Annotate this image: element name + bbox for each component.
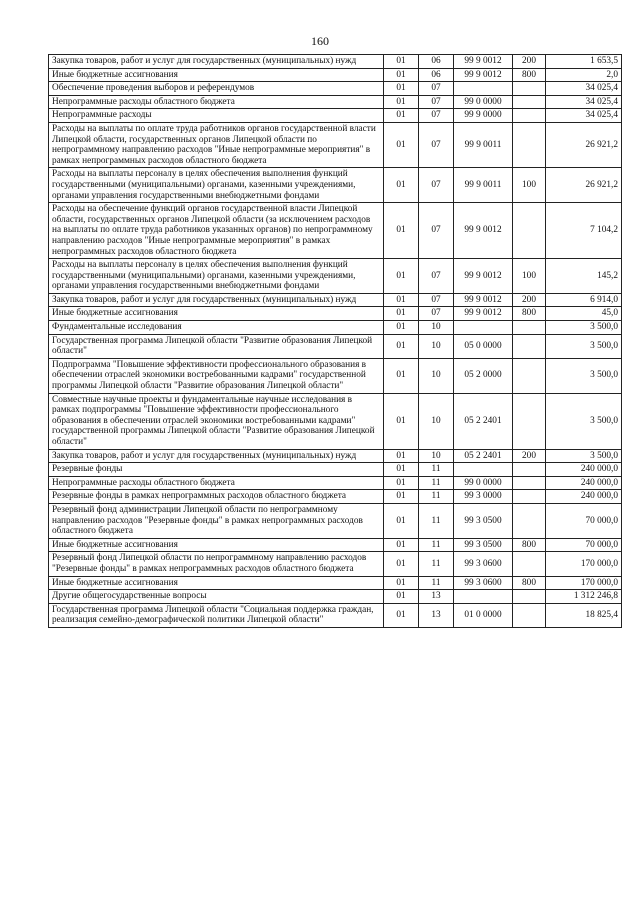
expense-type-cell xyxy=(513,203,546,259)
amount-cell: 70 000,0 xyxy=(546,503,622,538)
expense-type-cell: 800 xyxy=(513,576,546,590)
amount-cell: 1 312 246,8 xyxy=(546,590,622,604)
subsection-code-cell: 10 xyxy=(419,358,454,393)
table-row xyxy=(49,68,622,82)
target-article-cell xyxy=(454,82,513,96)
section-code-cell: 01 xyxy=(384,552,419,576)
table-row xyxy=(49,503,622,538)
section-code-cell: 01 xyxy=(384,95,419,109)
expense-name-cell: Резервный фонд Липецкой области по непрограммному направлению расходов "Резервные фонды" в рамках непрограммных расходов областного бюджета xyxy=(49,552,384,576)
target-article-cell: 99 9 0012 xyxy=(454,203,513,259)
amount-cell: 240 000,0 xyxy=(546,490,622,504)
table-row xyxy=(49,603,622,627)
amount-cell: 1 653,5 xyxy=(546,55,622,69)
expense-name-cell: Непрограммные расходы областного бюджета xyxy=(49,476,384,490)
expense-type-cell xyxy=(513,334,546,358)
amount-cell: 26 921,2 xyxy=(546,168,622,203)
budget-table xyxy=(48,54,622,628)
section-code-cell: 01 xyxy=(384,259,419,294)
target-article-cell: 99 3 0500 xyxy=(454,503,513,538)
section-code-cell: 01 xyxy=(384,503,419,538)
subsection-code-cell: 11 xyxy=(419,476,454,490)
section-code-cell: 01 xyxy=(384,307,419,321)
amount-cell: 34 025,4 xyxy=(546,82,622,96)
page-number: 160 xyxy=(311,34,329,48)
amount-cell: 240 000,0 xyxy=(546,476,622,490)
target-article-cell: 99 0 0000 xyxy=(454,95,513,109)
section-code-cell: 01 xyxy=(384,393,419,449)
subsection-code-cell: 11 xyxy=(419,552,454,576)
expense-type-cell xyxy=(513,503,546,538)
subsection-code-cell: 07 xyxy=(419,82,454,96)
table-row xyxy=(49,95,622,109)
expense-name-cell: Расходы на обеспечение функций органов государственной власти Липецкой области, государственных органов Липецкой области (за исключением расходов на выплаты по оплате труда работников указанных органов) по непрограммному направлению расходов "Иные непрограммные мероприятия" в рамках непрограммных расходов областного бюджета xyxy=(49,203,384,259)
table-row xyxy=(49,490,622,504)
table-row xyxy=(49,552,622,576)
subsection-code-cell: 07 xyxy=(419,307,454,321)
target-article-cell: 99 9 0012 xyxy=(454,68,513,82)
target-article-cell: 05 2 2401 xyxy=(454,449,513,463)
expense-type-cell xyxy=(513,590,546,604)
expense-type-cell xyxy=(513,122,546,167)
subsection-code-cell: 07 xyxy=(419,203,454,259)
expense-name-cell: Непрограммные расходы xyxy=(49,109,384,123)
table-row xyxy=(49,334,622,358)
amount-cell: 3 500,0 xyxy=(546,393,622,449)
section-code-cell: 01 xyxy=(384,449,419,463)
table-row xyxy=(49,476,622,490)
section-code-cell: 01 xyxy=(384,590,419,604)
amount-cell: 6 914,0 xyxy=(546,293,622,307)
target-article-cell: 99 9 0012 xyxy=(454,307,513,321)
table-row xyxy=(49,307,622,321)
target-article-cell: 99 9 0011 xyxy=(454,122,513,167)
table-row xyxy=(49,122,622,167)
budget-table-body xyxy=(49,55,622,628)
target-article-cell xyxy=(454,463,513,477)
expense-name-cell: Расходы на выплаты персоналу в целях обеспечения выполнения функций государственными (муниципальными) органами, казенными учреждениями, органами управления государственными внебюджетными фондами xyxy=(49,259,384,294)
subsection-code-cell: 07 xyxy=(419,259,454,294)
amount-cell: 3 500,0 xyxy=(546,321,622,335)
target-article-cell: 99 9 0012 xyxy=(454,293,513,307)
table-row xyxy=(49,109,622,123)
expense-type-cell xyxy=(513,95,546,109)
expense-name-cell: Обеспечение проведения выборов и референдумов xyxy=(49,82,384,96)
section-code-cell: 01 xyxy=(384,82,419,96)
expense-name-cell: Расходы на выплаты по оплате труда работников органов государственной власти Липецкой области, государственных органов Липецкой области по непрограммному направлению расходов "Иные непрограммные мероприятия" в рамках непрограммных расходов областного бюджета xyxy=(49,122,384,167)
amount-cell: 3 500,0 xyxy=(546,358,622,393)
expense-type-cell: 100 xyxy=(513,168,546,203)
table-row xyxy=(49,203,622,259)
expense-type-cell: 800 xyxy=(513,68,546,82)
expense-type-cell xyxy=(513,463,546,477)
expense-type-cell xyxy=(513,109,546,123)
table-row xyxy=(49,463,622,477)
subsection-code-cell: 10 xyxy=(419,449,454,463)
subsection-code-cell: 06 xyxy=(419,55,454,69)
expense-name-cell: Иные бюджетные ассигнования xyxy=(49,68,384,82)
amount-cell: 240 000,0 xyxy=(546,463,622,477)
expense-name-cell: Подпрограмма "Повышение эффективности профессионального образования в обеспечении отраслей экономики востребованными кадрами" государственной программы Липецкой области "Развитие образования Липецкой области" xyxy=(49,358,384,393)
expense-name-cell: Резервный фонд администрации Липецкой области по непрограммному направлению расходов "Резервные фонды" в рамках непрограммных расходов областного бюджета xyxy=(49,503,384,538)
expense-type-cell xyxy=(513,603,546,627)
target-article-cell: 05 2 2401 xyxy=(454,393,513,449)
expense-name-cell: Закупка товаров, работ и услуг для государственных (муниципальных) нужд xyxy=(49,449,384,463)
expense-type-cell xyxy=(513,321,546,335)
section-code-cell: 01 xyxy=(384,463,419,477)
target-article-cell: 99 9 0012 xyxy=(454,259,513,294)
table-row xyxy=(49,576,622,590)
expense-type-cell: 200 xyxy=(513,293,546,307)
amount-cell: 26 921,2 xyxy=(546,122,622,167)
target-article-cell xyxy=(454,590,513,604)
subsection-code-cell: 07 xyxy=(419,168,454,203)
expense-name-cell: Иные бюджетные ассигнования xyxy=(49,576,384,590)
amount-cell: 3 500,0 xyxy=(546,334,622,358)
table-row xyxy=(49,538,622,552)
expense-type-cell: 200 xyxy=(513,55,546,69)
subsection-code-cell: 10 xyxy=(419,321,454,335)
expense-name-cell: Резервные фонды xyxy=(49,463,384,477)
table-row xyxy=(49,55,622,69)
subsection-code-cell: 07 xyxy=(419,122,454,167)
target-article-cell: 99 3 0600 xyxy=(454,576,513,590)
section-code-cell: 01 xyxy=(384,358,419,393)
expense-name-cell: Государственная программа Липецкой области "Развитие образования Липецкой области" xyxy=(49,334,384,358)
target-article-cell: 99 9 0000 xyxy=(454,109,513,123)
expense-type-cell: 800 xyxy=(513,538,546,552)
expense-type-cell xyxy=(513,358,546,393)
expense-name-cell: Непрограммные расходы областного бюджета xyxy=(49,95,384,109)
table-row xyxy=(49,449,622,463)
target-article-cell: 99 9 0012 xyxy=(454,55,513,69)
section-code-cell: 01 xyxy=(384,55,419,69)
table-row xyxy=(49,293,622,307)
amount-cell: 34 025,4 xyxy=(546,109,622,123)
table-row xyxy=(49,259,622,294)
section-code-cell: 01 xyxy=(384,490,419,504)
section-code-cell: 01 xyxy=(384,122,419,167)
target-article-cell xyxy=(454,321,513,335)
section-code-cell: 01 xyxy=(384,321,419,335)
table-row xyxy=(49,168,622,203)
amount-cell: 2,0 xyxy=(546,68,622,82)
target-article-cell: 01 0 0000 xyxy=(454,603,513,627)
target-article-cell: 99 3 0500 xyxy=(454,538,513,552)
expense-name-cell: Расходы на выплаты персоналу в целях обеспечения выполнения функций государственными (муниципальными) органами, казенными учреждениями, органами управления государственными внебюджетными фондами xyxy=(49,168,384,203)
subsection-code-cell: 11 xyxy=(419,576,454,590)
subsection-code-cell: 11 xyxy=(419,490,454,504)
subsection-code-cell: 10 xyxy=(419,334,454,358)
subsection-code-cell: 13 xyxy=(419,603,454,627)
expense-name-cell: Государственная программа Липецкой области "Социальная поддержка граждан, реализация семейно-демографической политики Липецкой области" xyxy=(49,603,384,627)
target-article-cell: 99 3 0000 xyxy=(454,490,513,504)
expense-type-cell xyxy=(513,476,546,490)
expense-type-cell: 800 xyxy=(513,307,546,321)
table-row xyxy=(49,590,622,604)
expense-name-cell: Фундаментальные исследования xyxy=(49,321,384,335)
target-article-cell: 05 2 0000 xyxy=(454,358,513,393)
expense-name-cell: Закупка товаров, работ и услуг для государственных (муниципальных) нужд xyxy=(49,293,384,307)
subsection-code-cell: 11 xyxy=(419,463,454,477)
subsection-code-cell: 06 xyxy=(419,68,454,82)
table-row xyxy=(49,358,622,393)
section-code-cell: 01 xyxy=(384,576,419,590)
target-article-cell: 99 3 0600 xyxy=(454,552,513,576)
subsection-code-cell: 11 xyxy=(419,538,454,552)
expense-name-cell: Другие общегосударственные вопросы xyxy=(49,590,384,604)
target-article-cell: 99 0 0000 xyxy=(454,476,513,490)
section-code-cell: 01 xyxy=(384,603,419,627)
subsection-code-cell: 11 xyxy=(419,503,454,538)
subsection-code-cell: 07 xyxy=(419,293,454,307)
expense-name-cell: Иные бюджетные ассигнования xyxy=(49,307,384,321)
subsection-code-cell: 10 xyxy=(419,393,454,449)
table-row xyxy=(49,82,622,96)
amount-cell: 145,2 xyxy=(546,259,622,294)
section-code-cell: 01 xyxy=(384,334,419,358)
subsection-code-cell: 13 xyxy=(419,590,454,604)
table-row xyxy=(49,321,622,335)
section-code-cell: 01 xyxy=(384,538,419,552)
expense-type-cell: 200 xyxy=(513,449,546,463)
section-code-cell: 01 xyxy=(384,476,419,490)
expense-type-cell xyxy=(513,82,546,96)
amount-cell: 170 000,0 xyxy=(546,552,622,576)
expense-type-cell xyxy=(513,393,546,449)
amount-cell: 70 000,0 xyxy=(546,538,622,552)
expense-type-cell xyxy=(513,552,546,576)
amount-cell: 34 025,4 xyxy=(546,95,622,109)
section-code-cell: 01 xyxy=(384,168,419,203)
target-article-cell: 05 0 0000 xyxy=(454,334,513,358)
section-code-cell: 01 xyxy=(384,109,419,123)
section-code-cell: 01 xyxy=(384,68,419,82)
expense-name-cell: Иные бюджетные ассигнования xyxy=(49,538,384,552)
expense-name-cell: Резервные фонды в рамках непрограммных расходов областного бюджета xyxy=(49,490,384,504)
amount-cell: 45,0 xyxy=(546,307,622,321)
expense-name-cell: Совместные научные проекты и фундаментальные научные исследования в рамках подпрограммы "Повышение эффективности профессионального образования в обеспечении отраслей экономики востребованными кадрами" государственной программы Липецкой области "Развитие образования Липецкой области" xyxy=(49,393,384,449)
table-row xyxy=(49,393,622,449)
amount-cell: 170 000,0 xyxy=(546,576,622,590)
target-article-cell: 99 9 0011 xyxy=(454,168,513,203)
expense-type-cell: 100 xyxy=(513,259,546,294)
section-code-cell: 01 xyxy=(384,293,419,307)
amount-cell: 7 104,2 xyxy=(546,203,622,259)
amount-cell: 18 825,4 xyxy=(546,603,622,627)
subsection-code-cell: 07 xyxy=(419,109,454,123)
expense-type-cell xyxy=(513,490,546,504)
amount-cell: 3 500,0 xyxy=(546,449,622,463)
subsection-code-cell: 07 xyxy=(419,95,454,109)
expense-name-cell: Закупка товаров, работ и услуг для государственных (муниципальных) нужд xyxy=(49,55,384,69)
section-code-cell: 01 xyxy=(384,203,419,259)
